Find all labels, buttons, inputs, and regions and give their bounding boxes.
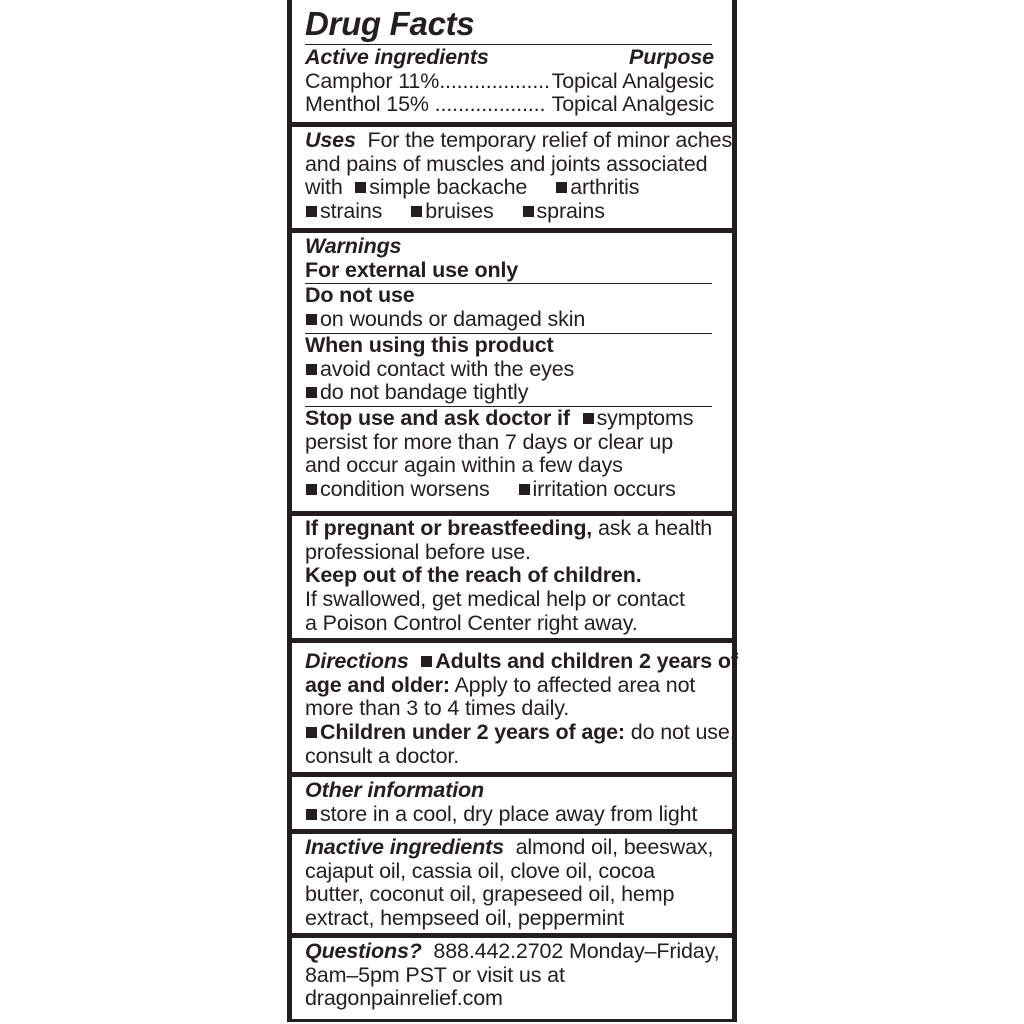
directions-bold: Children under 2 years of age: bbox=[320, 720, 625, 745]
uses-item: bruises bbox=[425, 199, 494, 224]
bullet-icon bbox=[306, 727, 317, 738]
purpose-heading: Purpose bbox=[629, 45, 714, 69]
active-ingredients-section bbox=[292, 0, 732, 117]
external-use-text: For external use only bbox=[305, 257, 519, 282]
bullet-icon bbox=[519, 484, 530, 495]
keep-out-heading: Keep out of the reach of children. bbox=[305, 563, 642, 588]
warnings-section bbox=[292, 235, 732, 502]
directions-heading: Directions bbox=[305, 649, 409, 673]
directions-text: Apply to affected area not bbox=[449, 672, 696, 697]
directions-text: consult a doctor. bbox=[305, 743, 460, 768]
uses-heading: Uses bbox=[305, 128, 356, 152]
uses-text: and pains of muscles and joints associated bbox=[305, 151, 708, 176]
inactive-text: extract, hempseed oil, peppermint bbox=[305, 906, 624, 931]
uses-text: with bbox=[305, 175, 343, 200]
pregnant-heading: If pregnant or breastfeeding, bbox=[305, 516, 593, 540]
active-purpose: Topical Analgesic bbox=[551, 92, 714, 117]
inactive-heading: Inactive ingredients bbox=[305, 835, 504, 859]
questions-heading: Questions? bbox=[305, 939, 422, 963]
bullet-icon bbox=[306, 364, 317, 375]
warning-item: condition worsens bbox=[320, 477, 490, 502]
directions-bold: age and older: bbox=[305, 672, 450, 697]
inactive-section bbox=[292, 836, 732, 931]
stop-use-heading: Stop use and ask doctor if bbox=[305, 405, 570, 430]
uses-item: sprains bbox=[536, 199, 605, 224]
bullet-icon bbox=[583, 413, 594, 424]
bullet-icon bbox=[411, 206, 422, 217]
directions-section bbox=[292, 649, 738, 769]
section-separator bbox=[292, 772, 732, 777]
do-not-use-heading: Do not use bbox=[305, 283, 415, 308]
active-row-camphor bbox=[305, 70, 714, 94]
when-using-heading: When using this product bbox=[305, 332, 554, 357]
section-separator bbox=[292, 122, 732, 127]
warnings-heading: Warnings bbox=[305, 234, 402, 258]
swallow-text: a Poison Control Center right away. bbox=[305, 610, 638, 635]
bullet-icon bbox=[355, 182, 366, 193]
directions-text: do not use, bbox=[624, 720, 736, 745]
uses-item: simple backache bbox=[369, 175, 528, 200]
bullet-icon bbox=[421, 656, 432, 667]
section-separator bbox=[292, 228, 732, 233]
uses-item: strains bbox=[320, 199, 383, 224]
questions-text: 8am–5pm PST or visit us at bbox=[305, 962, 565, 987]
inactive-text: almond oil, beeswax, bbox=[515, 835, 714, 859]
bullet-icon bbox=[523, 206, 534, 217]
active-name: Menthol 15% bbox=[305, 92, 429, 117]
swallow-text: If swallowed, get medical help or contact bbox=[305, 587, 685, 612]
warning-item: on wounds or damaged skin bbox=[320, 307, 586, 332]
active-name: Camphor 11% bbox=[305, 68, 440, 93]
uses-text: For the temporary relief of minor aches bbox=[367, 128, 733, 152]
inactive-text: cajaput oil, cassia oil, clove oil, cocoa bbox=[305, 858, 655, 883]
directions-bold: Adults and children 2 years of bbox=[435, 649, 738, 673]
inactive-text: butter, coconut oil, grapeseed oil, hemp bbox=[305, 882, 675, 907]
warning-item: do not bandage tightly bbox=[320, 380, 529, 405]
bullet-icon bbox=[306, 206, 317, 217]
section-separator bbox=[292, 933, 732, 938]
warning-text: persist for more than 7 days or clear up bbox=[305, 429, 674, 454]
uses-item: arthritis bbox=[570, 175, 640, 200]
section-separator bbox=[292, 638, 732, 643]
website-text: dragonpainrelief.com bbox=[305, 986, 503, 1011]
active-ingredients-heading: Active ingredients bbox=[305, 45, 489, 69]
other-info-item: store in a cool, dry place away from light bbox=[320, 801, 698, 826]
warning-text: and occur again within a few days bbox=[305, 453, 623, 478]
other-info-section bbox=[292, 779, 732, 826]
warning-item: irritation occurs bbox=[532, 477, 676, 502]
warning-item: avoid contact with the eyes bbox=[320, 356, 575, 381]
uses-section bbox=[292, 129, 732, 224]
active-purpose: Topical Analgesic bbox=[551, 68, 714, 93]
pregnant-text: professional before use. bbox=[305, 539, 531, 564]
bullet-icon bbox=[556, 182, 567, 193]
warning-item: symptoms bbox=[596, 405, 694, 430]
drug-facts-panel bbox=[287, 0, 737, 1022]
bullet-icon bbox=[306, 809, 317, 820]
bullet-icon bbox=[306, 314, 317, 325]
pregnant-text: ask a health bbox=[592, 516, 713, 540]
directions-text: more than 3 to 4 times daily. bbox=[305, 696, 570, 721]
section-separator bbox=[292, 829, 732, 834]
questions-section bbox=[292, 940, 732, 1011]
leader-dots: ................... bbox=[439, 68, 550, 93]
bullet-icon bbox=[306, 484, 317, 495]
drug-facts-title: Drug Facts bbox=[305, 5, 475, 42]
pregnancy-section bbox=[292, 517, 732, 636]
other-info-heading: Other information bbox=[305, 778, 485, 802]
questions-text: 888.442.2702 Monday–Friday, bbox=[433, 939, 720, 963]
bullet-icon bbox=[306, 387, 317, 398]
leader-dots: ................... bbox=[428, 92, 546, 117]
active-row-menthol bbox=[305, 93, 714, 117]
active-header-row bbox=[305, 46, 714, 70]
